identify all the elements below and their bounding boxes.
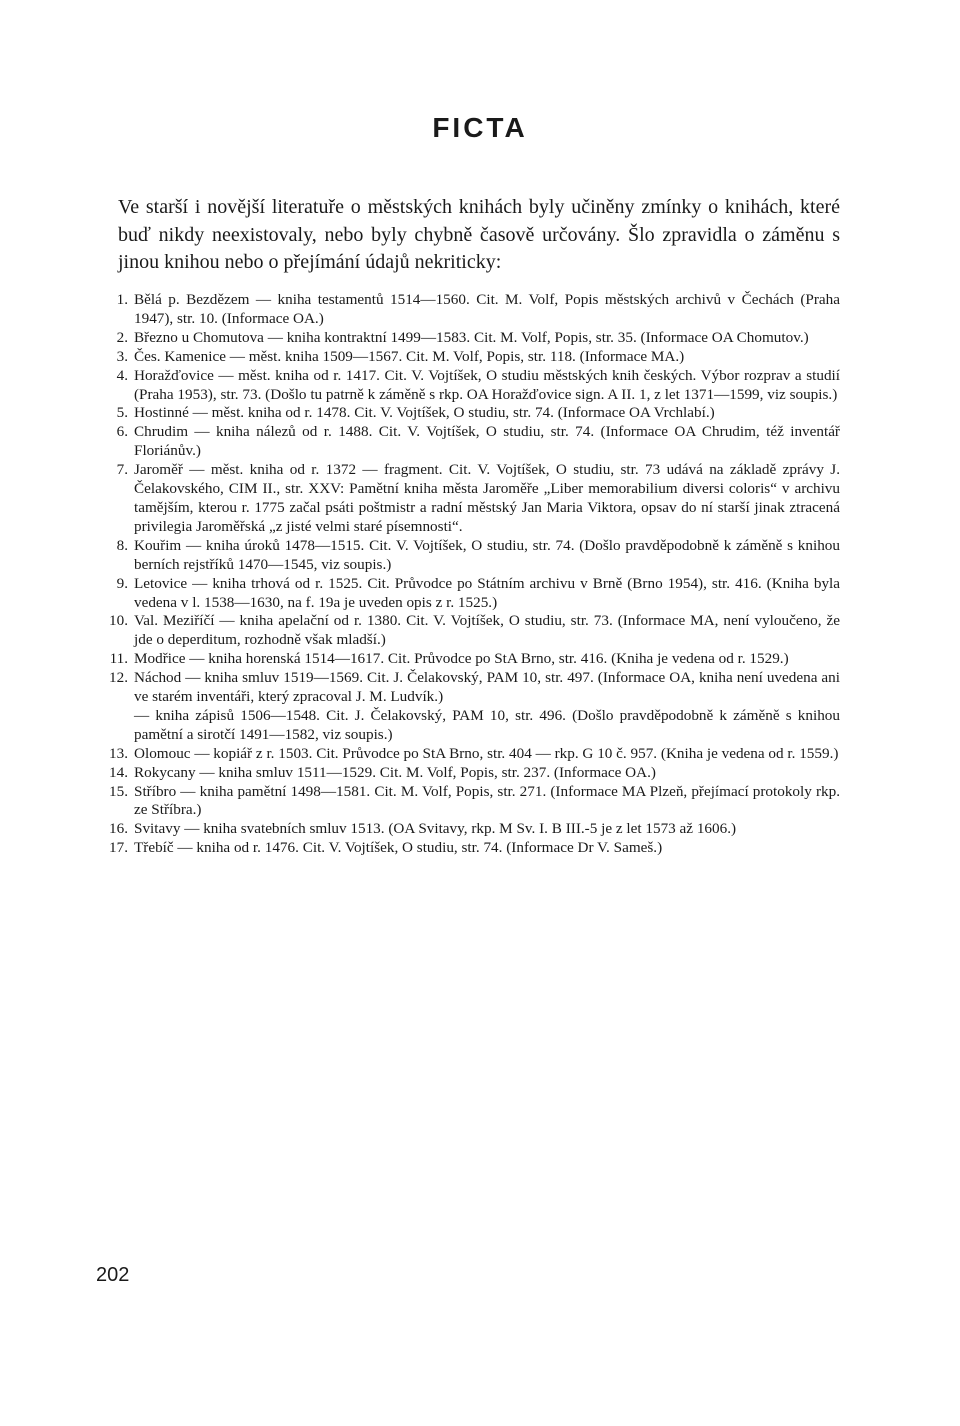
- entry-text: Náchod — kniha smluv 1519—1569. Cit. J. Čelakovský, PAM 10, str. 497. (Informace OA, kniha není uvedena ani ve starém inventáři, který zpracoval J. M. Ludvík.): [134, 669, 840, 706]
- entry-text: Třebíč — kniha od r. 1476. Cit. V. Vojtíšek, O studiu, str. 74. (Informace Dr V. Sameš.): [134, 839, 663, 857]
- entry-number: 10.: [109, 612, 128, 630]
- entry-number: 13.: [109, 744, 128, 762]
- list-item: [94, 612, 840, 650]
- entry-number: 14.: [109, 763, 128, 781]
- intro-paragraph: Ve starší i novější literatuře o městských knihách byly učiněny zmínky o knihách, které buď nikdy neexistovaly, nebo byly chybně časově určovány. Šlo zpravidla o záměnu s jinou knihou nebo o přejímání údajů nekriticky:: [118, 196, 840, 273]
- list-item: [94, 329, 840, 348]
- entry-text: Stříbro — kniha pamětní 1498—1581. Cit. M. Volf, Popis, str. 271. (Informace MA Plzeň, přejímací protokoly rkp. ze Stříbra.): [134, 782, 840, 819]
- entry-text: Svitavy — kniha svatebních smluv 1513. (OA Svitavy, rkp. M Sv. I. B III.-5 je z let 1573 až 1606.): [134, 820, 737, 838]
- entry-number: 9.: [116, 574, 128, 592]
- list-item: [94, 669, 840, 707]
- entry-text: Březno u Chomutova — kniha kontraktní 1499—1583. Cit. M. Volf, Popis, str. 35. (Informace OA Chomutov.): [134, 328, 809, 346]
- list-item: [94, 291, 840, 329]
- entry-number: 11.: [109, 650, 128, 668]
- page-title: FICTA: [432, 112, 528, 143]
- entry-number: 2.: [116, 328, 128, 346]
- entry-text: Kouřim — kniha úroků 1478—1515. Cit. V. Vojtíšek, O studiu, str. 74. (Došlo pravděpodobně k záměně s knihou berních rejstříků 1470—1545, viz soupis.): [134, 536, 840, 573]
- entry-text: Letovice — kniha trhová od r. 1525. Cit. Průvodce po Státním archivu v Brně (Brno 1954), str. 416. (Kniha byla vedena v l. 1538—1630, na f. 19a je uveden opis z r. 1525.): [134, 574, 840, 611]
- entry-number: 8.: [116, 536, 128, 554]
- entry-text: — kniha zápisů 1506—1548. Cit. J. Čelakovský, PAM 10, str. 496. (Došlo pravděpodobně k záměně s knihou pamětní a sirotčí 1491—1582, viz soupis.): [134, 706, 840, 743]
- entry-number: 7.: [116, 461, 128, 479]
- entry-list: [94, 291, 840, 858]
- page-number: 202: [96, 1264, 130, 1286]
- entry-text: Bělá p. Bezdězem — kniha testamentů 1514—1560. Cit. M. Volf, Popis městských archivů v Čechách (Praha 1947), str. 10. (Informace OA.): [134, 291, 840, 327]
- entry-number: 1.: [116, 291, 128, 308]
- list-item: [94, 707, 840, 745]
- entry-text: Horažďovice — měst. kniha od r. 1417. Cit. V. Vojtíšek, O studiu městských knih českých. Výbor rozprav a studií (Praha 1953), str. 73. (Došlo tu patrně k záměně s rkp. OA Horažďovice sign. A II. 1, z let 1371—1599, viz soupis.): [134, 366, 840, 403]
- entry-number: 16.: [109, 820, 128, 838]
- list-item: [94, 461, 840, 537]
- list-item: [94, 650, 840, 669]
- list-item: [94, 745, 840, 764]
- entry-text: Hostinné — měst. kniha od r. 1478. Cit. V. Vojtíšek, O studiu, str. 74. (Informace OA Vrchlabí.): [134, 404, 715, 422]
- entry-text: Rokycany — kniha smluv 1511—1529. Cit. M. Volf, Popis, str. 237. (Informace OA.): [134, 763, 656, 781]
- list-item: [94, 839, 840, 858]
- entry-text: Val. Meziříčí — kniha apelační od r. 1380. Cit. V. Vojtíšek, O studiu, str. 73. (Informace MA, není vyloučeno, že jde o deperditum, rozhodně však mladší.): [134, 612, 840, 649]
- entry-number: 6.: [116, 423, 128, 441]
- entry-text: Olomouc — kopiář z r. 1503. Cit. Průvodce po StA Brno, str. 404 — rkp. G 10 č. 957. (Kniha je vedena od r. 1559.): [134, 744, 839, 762]
- entry-text: Chrudim — kniha nálezů od r. 1488. Cit. V. Vojtíšek, O studiu, str. 74. (Informace OA Chrudim, též inventář Floriánův.): [134, 423, 840, 460]
- entry-number: 4.: [116, 366, 128, 384]
- entry-number: 15.: [109, 782, 128, 800]
- entry-text: Jaroměř — měst. kniha od r. 1372 — fragment. Cit. V. Vojtíšek, O studiu, str. 73 udává na základě zprávy J. Čelakovského, CIM II., str. XXV: Pamětní kniha města Jaroměře „Liber memorabilium diversi coloris“ v archivu tamějším, kterou r. 1775 začal psáti poštmistr a radní městský Jan Maria Viktora, opsav do ní starší jinak ztracená privilegia Jaroměřská „z jisté velmi staré písemnosti“.: [134, 461, 840, 535]
- list-item: [94, 348, 840, 367]
- entry-number: 5.: [116, 404, 128, 422]
- list-item: [94, 367, 840, 405]
- entry-number: 12.: [109, 669, 128, 687]
- list-item: [94, 783, 840, 821]
- list-item: [94, 404, 840, 423]
- entry-text: Čes. Kamenice — měst. kniha 1509—1567. Cit. M. Volf, Popis, str. 118. (Informace MA.): [134, 347, 685, 365]
- entry-number: 17.: [109, 839, 128, 857]
- list-item: [94, 537, 840, 575]
- list-item: [94, 764, 840, 783]
- entry-number: [94, 707, 134, 745]
- entry-number: 3.: [116, 347, 128, 365]
- entry-text: Modřice — kniha horenská 1514—1617. Cit. Průvodce po StA Brno, str. 416. (Kniha je vedena od r. 1529.): [134, 650, 789, 668]
- list-item: [94, 575, 840, 613]
- list-item: [94, 820, 840, 839]
- list-item: [94, 423, 840, 461]
